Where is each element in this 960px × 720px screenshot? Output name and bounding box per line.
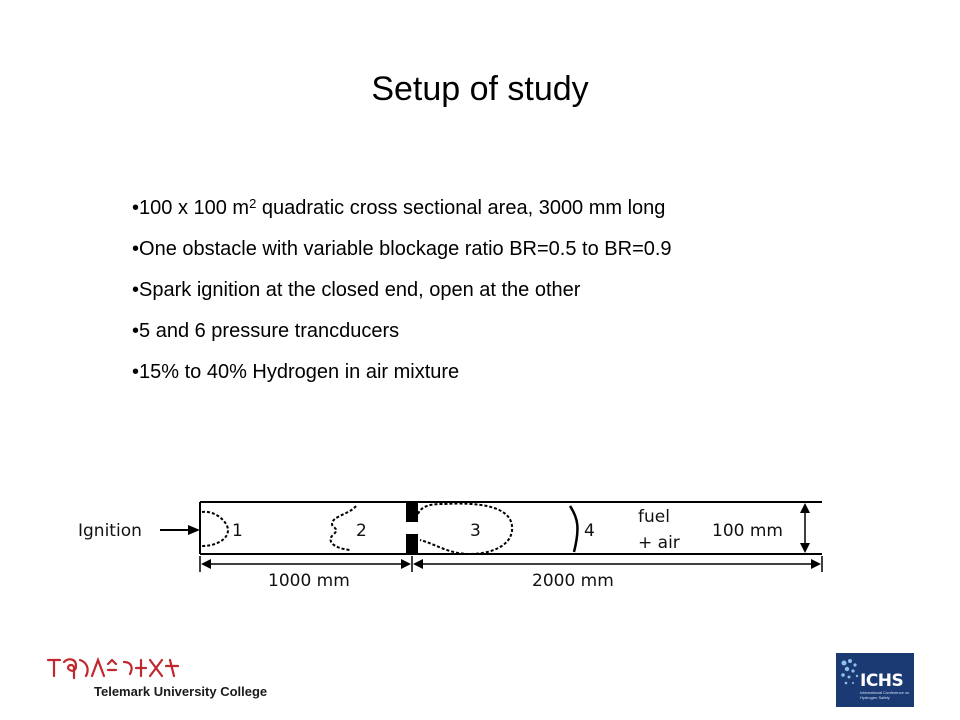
bullet-list bbox=[132, 196, 672, 401]
stage-label-3: 3 bbox=[470, 521, 481, 541]
bullet-superscript: 2 bbox=[249, 196, 257, 211]
bullet-text: 5 and 6 pressure trancducers bbox=[139, 320, 400, 342]
ichs-logo bbox=[836, 653, 914, 707]
length-1-arrowhead-left bbox=[201, 559, 211, 569]
height-label: 100 mm bbox=[712, 521, 783, 541]
bullet-item bbox=[132, 237, 672, 278]
flame-front-2 bbox=[331, 506, 356, 550]
bullet-item bbox=[132, 360, 672, 401]
bullet-item bbox=[132, 278, 672, 319]
length-2-arrowhead-left bbox=[413, 559, 423, 569]
bullet-text-rest: quadratic cross sectional area, 3000 mm long bbox=[256, 197, 666, 219]
stage-label-2: 2 bbox=[356, 521, 367, 541]
flame-front-3 bbox=[418, 504, 512, 554]
ignition-label: Ignition bbox=[78, 521, 142, 541]
length-1-arrowhead-right bbox=[401, 559, 411, 569]
ichs-subtitle: International Conference on Hydrogen Safety bbox=[860, 690, 910, 700]
height-arrowhead-top bbox=[800, 503, 810, 513]
ignition-arrowhead bbox=[188, 525, 200, 535]
bullet-text: Spark ignition at the closed end, open at the other bbox=[139, 279, 581, 301]
svg-text:Telemark University College: Telemark University College bbox=[94, 684, 268, 699]
obstacle-top bbox=[406, 502, 418, 522]
fuel-label: fuel bbox=[638, 507, 670, 527]
length-2-label: 2000 mm bbox=[532, 571, 614, 591]
obstacle-bottom bbox=[406, 534, 418, 554]
bullet-text: 100 x 100 m bbox=[139, 197, 250, 219]
slide-title: Setup of study bbox=[371, 70, 589, 108]
length-1-label: 1000 mm bbox=[268, 571, 350, 591]
bullet-item bbox=[132, 319, 672, 360]
channel-diagram bbox=[70, 488, 830, 598]
telemark-university-college-logo bbox=[46, 656, 276, 702]
stage-label-4: 4 bbox=[584, 521, 595, 541]
bullet-text: One obstacle with variable blockage ratio BR=0.5 to BR=0.9 bbox=[139, 238, 672, 260]
ichs-text: ICHS bbox=[860, 671, 904, 691]
flame-front-4 bbox=[570, 506, 577, 552]
bullet-item bbox=[132, 196, 672, 237]
height-arrowhead-bottom bbox=[800, 543, 810, 553]
stage-label-1: 1 bbox=[232, 521, 243, 541]
bullet-text: 15% to 40% Hydrogen in air mixture bbox=[139, 361, 460, 383]
air-label: + air bbox=[638, 533, 680, 553]
flame-front-1 bbox=[202, 512, 228, 546]
length-2-arrowhead-right bbox=[811, 559, 821, 569]
